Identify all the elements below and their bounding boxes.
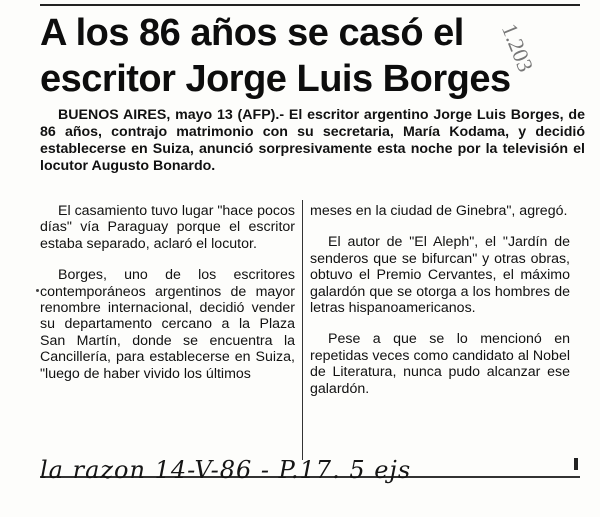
- column-right: [310, 203, 570, 412]
- paragraph: meses en la ciudad de Ginebra", agregó.: [310, 203, 568, 219]
- column-divider: [302, 200, 303, 460]
- paragraph: El casamiento tuvo lugar "hace pocos días" vía Paraguay porque el escritor estaba separado, aclaró el locutor.: [40, 203, 295, 252]
- headline-line-2: escritor Jorge Luis Borges: [40, 58, 511, 100]
- ink-speck: [36, 289, 39, 292]
- paragraph: Borges, uno de los escritores contemporáneos argentinos de mayor renombre internacional, decidió vender su departamento cercano a la Plaza San Martín, donde se encuentra la Cancillería, para establecerse en Suiza, "luego de haber vivido los últimos: [40, 267, 295, 382]
- lead-text: BUENOS AIRES, mayo 13 (AFP).- El escritor argentino Jorge Luis Borges, de 86 años, contrajo matrimonio con su secretaria, María Kodama, y decidió establecerse en Suiza, anunció sorpresivamente esta noche por la televisión el locutor Augusto Bonardo.: [40, 107, 585, 174]
- handwritten-source-note: la razon 14-V-86 - P.17. 5 ejs: [40, 456, 412, 484]
- column-left: [40, 203, 295, 397]
- top-rule: [40, 4, 580, 6]
- headline-line-1: A los 86 años se casó el: [40, 12, 464, 54]
- lead-paragraph: [40, 107, 585, 175]
- headline: [40, 10, 585, 102]
- margin-annotation: 1.203: [496, 20, 539, 76]
- paragraph: Pese a que se lo mencionó en repetidas veces como candidato al Nobel de Literatura, nunca pudo alcanzar ese galardón.: [310, 331, 570, 397]
- paragraph: El autor de "El Aleph", el "Jardín de senderos que se bifurcan" y otras obras, obtuvo el Premio Cervantes, el máximo galardón que se otorga a los hombres de letras hispanoamericanos.: [310, 234, 570, 317]
- edge-mark: [574, 458, 578, 470]
